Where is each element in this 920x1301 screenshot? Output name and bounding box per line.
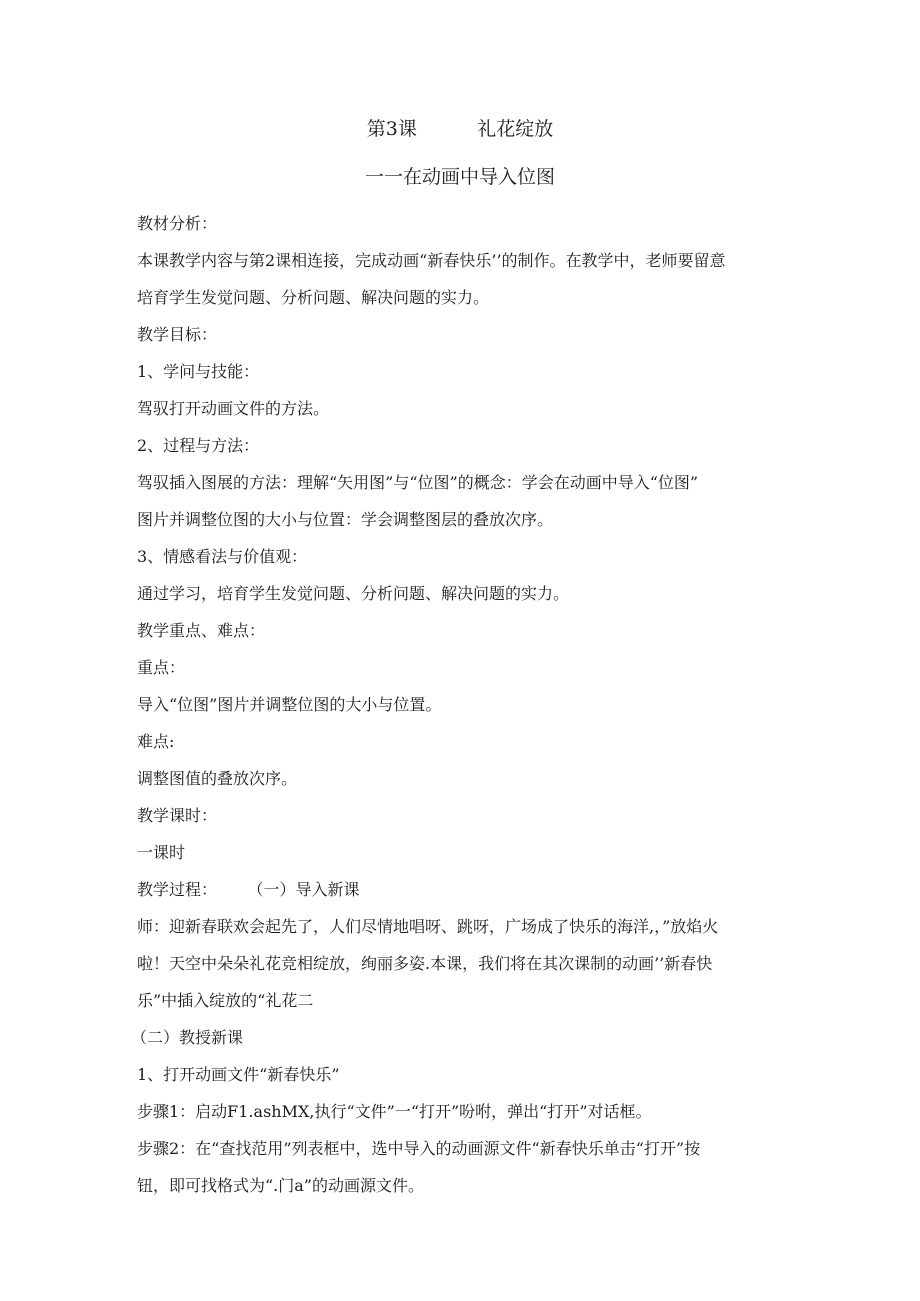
text-line: （二）教授新课 [131,1028,244,1047]
text-line: 教学课时： [137,806,218,825]
document-body [131,206,797,1205]
text-line: 调整图值的叠放次序。 [137,769,298,788]
text-line: 1、学问与技能： [137,362,260,381]
text-line: 教学重点、难点： [137,621,266,640]
text-line: 难点: [137,732,175,751]
text-line: 本课教学内容与第2课相连接，完成动画“新春快乐’’的制作。在教学中，老师要留意 [137,251,726,270]
text-line: 驾驭插入图展的方法：理解“矢用图”与“位图”的概念：学会在动画中导入“位图” [137,473,699,492]
lesson-title: 第3课 礼花绽放 [366,118,554,140]
text-line: 师：迎新春联欢会起先了，人们尽情地唱呀、跳呀，广场成了快乐的海洋,，”放焰火 [137,917,719,936]
text-line: 教材分析： [137,214,218,233]
text-line: 步骤2：在“查找范用”列表框中，选中导入的动画源文件“新春快乐单击“打开”按 [137,1139,701,1158]
text-line: 1、打开动画文件“新春快乐” [137,1065,340,1084]
lesson-subtitle: 一一在动画中导入位图 [364,166,555,188]
text-line: 图片并调整位图的大小与位置：学会调整图层的叠放次序。 [137,510,554,529]
text-line: 一课时 [137,843,186,862]
text-line: 乐”中插入绽放的“礼花二 [137,991,314,1010]
text-line: 培育学生发觉问题、分析问题、解决问题的实力。 [137,288,490,307]
text-line: 教学过程： （一）导入新课 [137,880,360,899]
text-line: 啦！天空中朵朵礼花竞相绽放，绚丽多姿.本课，我们将在其次课制的动画’’新春快 [137,954,713,973]
text-line: 通过学习，培育学生发觉问题、分析问题、解决问题的实力。 [137,584,570,603]
text-line: 驾驭打开动画文件的方法。 [137,399,330,418]
text-line: 2、过程与方法： [137,436,260,455]
text-line: 教学目标： [137,325,218,344]
text-line: 重点： [137,658,186,677]
text-line: 导入“位图”图片并调整位图的大小与位置。 [137,695,442,714]
text-line: 3、情感看法与价值观： [137,547,308,566]
text-line: 钮，即可找格式为“.门a”的动画源文件。 [137,1176,424,1195]
text-line: 步骤1：启动F1.ashMX,执行“文件”一“打开”吩咐，弹出“打开”对话框。 [137,1102,652,1121]
